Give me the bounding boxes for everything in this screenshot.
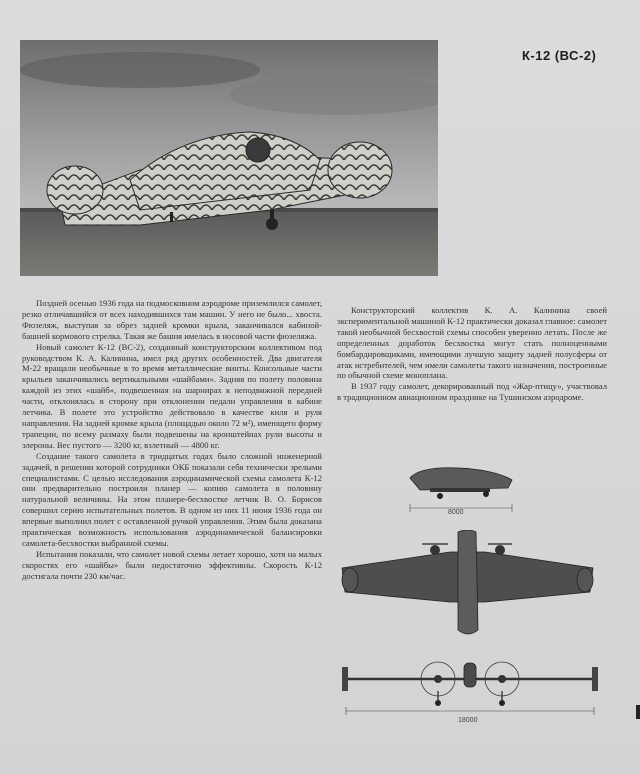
paragraph: Испытания показали, что самолет новой схемы летает хорошо, хотя на малых скоростях его «шайбы» были недостаточно эффективны. Скорость К-12 достигала почти 230 км/час. (22, 548, 322, 581)
paragraph: Конструкторский коллектив К. А. Калинина своей экспериментальной машиной К-12 практически доказал главное: самолет такой необычной бесхвостой схемы способен уверенно летать. После же определенных доработок бесхвостка могут стать полноценными бомбардировщиками, имеющими лучшую защиту задней полусферы от атак истребителей, чем имели самолеты такого назначения, построенные по обычной схеме моноплана. (337, 305, 607, 381)
aircraft-photo (20, 40, 438, 276)
paragraph: Создание такого самолета в тридцатых годах было сложной инженерной задачей, в решении которой сотрудники ОКБ показали себя технически зрелыми специалистами. С целью исследования аэродинамической схемы самолета К-12 они предварительно построили планер — копию самолета в половину натуральной величины. На этом планере-бесхвостке летчик В. О. Борисов совершил серию испытательных полетов. В одном из них 11 июня 1936 года он впервые выполнил полет с оставленной ручкой управления. Этим была доказана практическая возможность использования аэродинамической балансировки самолета-бесхвостки выбранной схемы. (22, 450, 322, 548)
aircraft-photo-image (20, 40, 438, 276)
side-view-dimension: 8000 (448, 509, 464, 516)
left-text-column (22, 298, 322, 582)
paragraph: Новый самолет К-12 (ВС-2), созданный конструкторским коллективом под руководством К. А. Калинина, имел ряд других особенностей. Два двигателя М-22 вращали необычные в то время металлические винты. Консольные части крыльев заканчивались вертикальными «шайбами». Задняя по полету половина каждой из этих «шайб», подвешенная на шарнирах к неподвижной передней части, отклонялась в сторону при отклонении педали управления в кабине летчика. В полете это устройство действовало в качестве киля и руля направления. На задней кромке крыла (площадью около 72 м²), имеющего форму трапеции, по всему размаху были подвешены на кронштейнах рули высоты и элероны. Вес пустого — 3200 кг, взлетный — 4800 кг. (22, 341, 322, 450)
front-view-drawing (340, 655, 600, 715)
paragraph: В 1937 году самолет, декорированный под «Жар-птицу», участвовал в традиционном авиационном празднике на Тушинском аэродроме. (337, 381, 607, 403)
article-title: К-12 (ВС-2) (522, 48, 597, 63)
page-edge-mark (636, 705, 640, 719)
span-dimension: 18000 (458, 717, 478, 724)
right-text-column (337, 305, 607, 403)
top-view-drawing (340, 530, 595, 640)
paragraph: Поздней осенью 1936 года на подмосковном аэродроме приземлился самолет, резко отличавшийся от всех находившихся там машин. У него не было... хвоста. Фюзеляж, выступая за обрез задней кромки крыла, заканчивался кабиной-башней кормового стрелка. Такая же башня имелась в носовой части фюзеляжа. (22, 298, 322, 341)
